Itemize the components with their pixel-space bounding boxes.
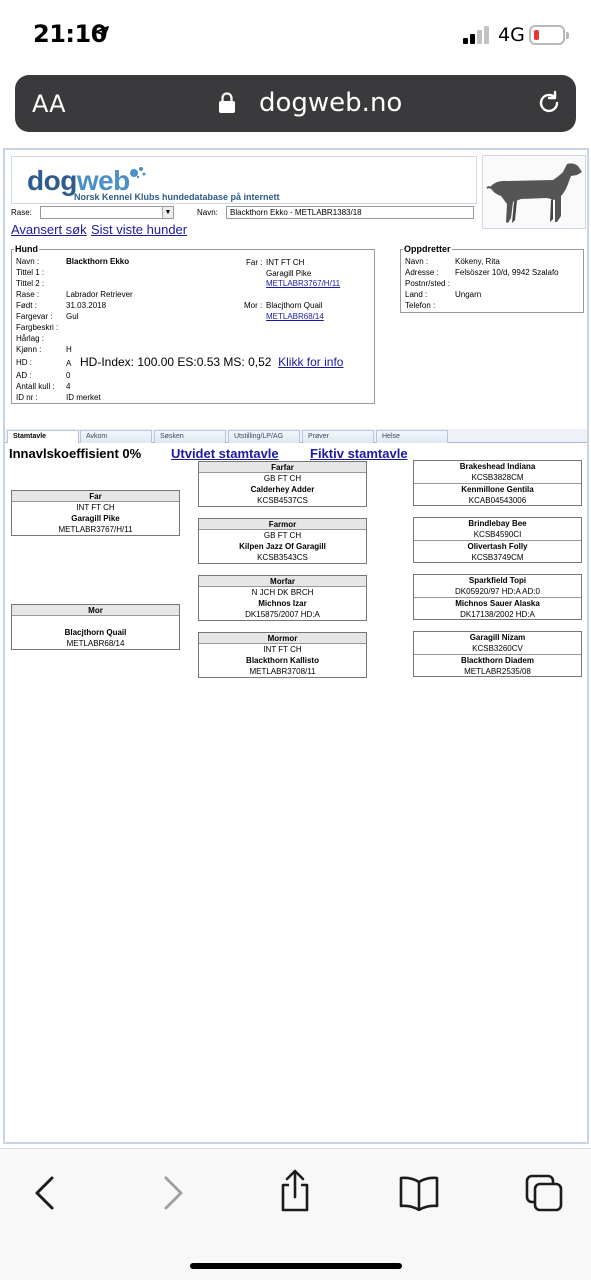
gen3-name: Brakeshead Indiana	[459, 462, 536, 471]
tab-prover[interactable]: Prøver	[302, 430, 374, 443]
network-type: 4G	[498, 24, 525, 46]
value-idnr: ID merket	[66, 393, 101, 402]
gen3-reg: KCSB3828CM	[471, 473, 524, 482]
label-ad: AD :	[16, 371, 32, 380]
navn-label: Navn:	[197, 208, 218, 217]
opp-adresse: Felsöszer 10/d, 9942 Szalafo	[455, 268, 559, 277]
battery-icon	[529, 25, 565, 45]
extended-pedigree-link[interactable]: Utvidet stamtavle	[171, 446, 279, 461]
mor-box-title: Mor	[12, 605, 179, 616]
far-box-reg: METLABR3767/H/11	[58, 525, 133, 534]
gen3-name: Brindlebay Bee	[468, 519, 527, 528]
bookmarks-icon[interactable]	[398, 1175, 440, 1211]
innavl-coefficient: Innavlskoeffisient 0%	[9, 446, 142, 461]
value-fodt: 31.03.2018	[66, 301, 107, 310]
label-opp-telefon: Telefon :	[405, 301, 436, 310]
label-idnr: ID nr :	[16, 393, 38, 402]
tab-avkom[interactable]: Avkom	[80, 430, 152, 443]
pedigree-morfar[interactable]	[198, 575, 367, 621]
value-fargevar: Gul	[66, 312, 79, 321]
gen3-dog-8[interactable]	[414, 654, 581, 677]
rase-label: Rase:	[11, 208, 32, 217]
mor-box-reg: METLABR68/14	[66, 639, 125, 648]
value-kjonn: H	[66, 345, 72, 354]
mormor-titles: INT FT CH	[263, 645, 302, 654]
mor-box-name: Blacjthorn Quail	[64, 628, 127, 637]
paw-dots-icon	[129, 165, 147, 179]
hd-info-link[interactable]: Klikk for info	[278, 355, 344, 369]
advanced-search-link[interactable]: Avansert søk	[11, 222, 87, 237]
pedigree-mormor[interactable]	[198, 632, 367, 678]
value-ad: 0	[66, 371, 71, 380]
farmor-titles: GB FT CH	[263, 531, 302, 540]
gen3-name: Garagill Nizam	[469, 633, 526, 642]
opp-navn: Kökeny, Rita	[455, 257, 500, 266]
farfar-titles: GB FT CH	[263, 474, 302, 483]
pedigree-gen3-pair-3	[413, 574, 582, 620]
opp-land: Ungarn	[455, 290, 482, 299]
gen3-dog-7[interactable]	[414, 632, 581, 654]
pedigree-gen3-pair-1	[413, 460, 582, 506]
site-tagline: Norsk Kennel Klubs hundedatabase på internett	[74, 192, 280, 202]
hd-index-line	[80, 355, 343, 369]
hund-panel	[11, 244, 375, 404]
value-navn: Blackthorn Ekko	[66, 257, 130, 266]
tab-utstilling[interactable]: Utstilling/LP/AG	[228, 430, 300, 443]
mor-reg-link[interactable]: METLABR68/14	[266, 312, 324, 321]
tab-helse[interactable]: Helse	[376, 430, 448, 443]
gen3-reg: KCSB4590CI	[473, 530, 522, 539]
web-page	[3, 148, 589, 1144]
hund-legend: Hund	[15, 244, 38, 254]
gen3-name: Blackthorn Diadem	[461, 656, 534, 665]
rase-select[interactable]	[40, 206, 174, 219]
gen3-dog-5[interactable]	[414, 575, 581, 597]
morfar-titles: N JCH DK BRCH	[251, 588, 314, 597]
gen3-name: Kenmillone Gentila	[461, 485, 534, 494]
label-far: Far :	[246, 258, 263, 267]
label-fodt: Født :	[16, 301, 37, 310]
labrador-image	[482, 155, 586, 229]
pedigree-farmor[interactable]	[198, 518, 367, 564]
gen3-name: Sparkfield Topi	[468, 576, 527, 585]
gen3-reg: KCSB3749CM	[471, 553, 524, 562]
gen3-dog-1[interactable]	[414, 461, 581, 483]
cellular-signal-icon	[463, 26, 491, 44]
value-antall-kull: 4	[66, 382, 71, 391]
farfar-name: Calderhey Adder	[250, 485, 315, 494]
address-bar[interactable]	[15, 75, 576, 132]
gen3-name: Olivertash Folly	[467, 542, 528, 551]
far-box-title: Far	[12, 491, 179, 502]
label-fargbeskri: Fargbeskri :	[16, 323, 59, 332]
far-box-name: Garagill Pike	[71, 514, 120, 523]
hd-index-text: HD-Index: 100.00 ES:0.53 MS: 0,52	[80, 355, 272, 369]
mor-box-title-line	[12, 616, 179, 627]
morfar-title: Morfar	[199, 576, 366, 587]
url-domain[interactable]: dogweb.no	[259, 88, 403, 118]
gen3-dog-6[interactable]	[414, 597, 581, 620]
value-rase: Labrador Retriever	[66, 290, 133, 299]
back-icon[interactable]	[32, 1175, 58, 1211]
status-time: 21:10	[33, 20, 107, 48]
farmor-reg: KCSB3543CS	[257, 553, 308, 562]
tab-sosken[interactable]: Søsken	[154, 430, 226, 443]
home-indicator	[190, 1263, 402, 1269]
label-hd: HD :	[16, 358, 32, 367]
label-tittel2: Tittel 2 :	[16, 279, 45, 288]
label-mor: Mor :	[244, 301, 263, 310]
forward-icon[interactable]	[160, 1175, 186, 1211]
value-hd: A	[66, 359, 72, 368]
reader-text-size-button[interactable]: AA	[32, 90, 66, 118]
mormor-title: Mormor	[199, 633, 366, 644]
label-opp-navn: Navn :	[405, 257, 429, 266]
far-reg-link[interactable]: METLABR3767/H/11	[266, 279, 341, 288]
mormor-reg: METLABR3708/11	[249, 667, 316, 676]
label-rase: Rase :	[16, 290, 40, 299]
dogweb-logo[interactable]: dogweb	[27, 165, 130, 196]
label-opp-land: Land :	[405, 290, 428, 299]
fictive-pedigree-link[interactable]: Fiktiv stamtavle	[310, 446, 408, 461]
far-title: INT FT CH	[266, 258, 305, 267]
label-fargevar: Fargevar :	[16, 312, 53, 321]
navn-search-input[interactable]: Blackthorn Ekko - METLABR1383/18	[226, 206, 474, 219]
tabs-icon[interactable]	[524, 1173, 564, 1213]
pedigree-far[interactable]	[11, 490, 180, 536]
lock-icon	[218, 92, 236, 114]
mor-name: Blacjthorn Quail	[266, 301, 323, 310]
farfar-reg: KCSB4537CS	[257, 496, 308, 505]
oppdretter-legend: Oppdretter	[404, 244, 451, 254]
morfar-name: Michnos Izar	[258, 599, 307, 608]
label-opp-adresse: Adresse :	[405, 268, 439, 277]
gen3-reg: DK05920/97 HD:A AD:0	[455, 587, 540, 596]
farmor-name: Kilpen Jazz Of Garagill	[239, 542, 326, 551]
tab-stamtavle[interactable]: Stamtavle	[7, 430, 79, 443]
label-navn: Navn :	[16, 257, 40, 266]
pedigree-mor[interactable]	[11, 604, 180, 650]
pedigree-gen3-pair-4	[413, 631, 582, 677]
chevron-down-icon[interactable]: ▼	[162, 207, 173, 218]
gen3-reg: KCSB3260CV	[472, 644, 523, 653]
morfar-reg: DK15875/2007 HD:A	[245, 610, 320, 619]
far-box-title-line: INT FT CH	[76, 503, 115, 512]
share-icon[interactable]	[278, 1169, 312, 1213]
label-harlag: Hårlag :	[16, 334, 45, 343]
pedigree-farfar[interactable]	[198, 461, 367, 507]
gen3-reg: METLABR2535/08	[464, 667, 531, 676]
gen3-reg: DK17138/2002 HD:A	[460, 610, 535, 619]
mormor-name: Blackthorn Kallisto	[246, 656, 319, 665]
pedigree-gen3-pair-2	[413, 517, 582, 563]
browser-toolbar	[0, 1148, 591, 1280]
farmor-title: Farmor	[199, 519, 366, 530]
label-opp-postnr: Postnr/sted :	[405, 279, 450, 288]
site-header	[11, 156, 477, 204]
location-arrow-icon	[95, 26, 109, 40]
gen3-name: Michnos Sauer Alaska	[455, 599, 540, 608]
reload-icon[interactable]	[535, 89, 563, 117]
tab-bar	[5, 429, 587, 443]
gen3-reg: KCAB04543006	[468, 496, 527, 505]
gen3-dog-3[interactable]	[414, 518, 581, 540]
label-antall-kull: Antall kull :	[16, 382, 55, 391]
gen3-dog-4[interactable]	[414, 540, 581, 563]
label-kjonn: Kjønn :	[16, 345, 42, 354]
recent-dogs-link[interactable]: Sist viste hunder	[91, 222, 188, 237]
farfar-title: Farfar	[199, 462, 366, 473]
gen3-dog-2[interactable]	[414, 483, 581, 506]
status-bar	[0, 0, 591, 70]
far-name: Garagill Pike	[266, 269, 312, 278]
label-tittel1: Tittel 1 :	[16, 268, 45, 277]
